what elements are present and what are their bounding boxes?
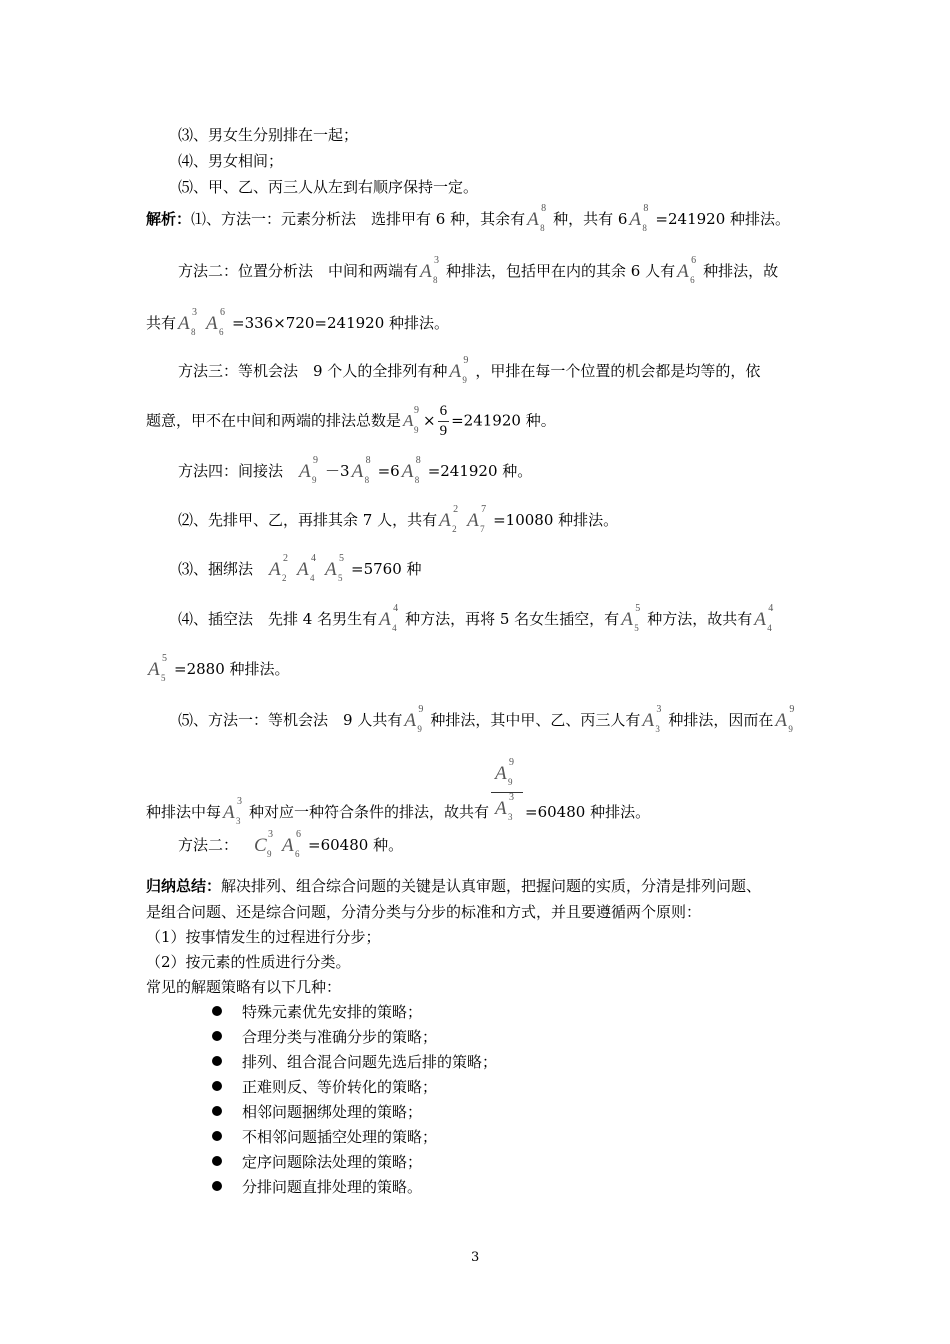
perm-A-8-8: A 8 8 — [527, 203, 547, 233]
perm-A-6-6: A 6 6 — [677, 255, 697, 285]
strategy-item: 正难则反、等价转化的策略； — [212, 1080, 437, 1095]
bullet-icon — [212, 1156, 222, 1166]
text: =60480 种排法。 — [525, 803, 651, 821]
solution-part-5-cont — [146, 757, 651, 826]
text: =6 — [377, 462, 400, 480]
solution-part-2 — [178, 504, 619, 534]
text: 种排法，包括甲在内的其余 6 人有 — [446, 262, 676, 280]
text: ⑶、捆绑法 — [178, 560, 254, 578]
text: =241920 种。 — [427, 462, 533, 480]
solution-part-4-cont — [146, 653, 290, 683]
fraction-6-over-9 — [438, 404, 450, 439]
perm-A-5-5: A 5 5 — [325, 553, 345, 583]
text: 解决排列、组合综合问题的关键是认真审题，把握问题的实质，分清是排列问题、 — [221, 877, 762, 895]
text: 方法四：间接法 — [178, 462, 284, 480]
strategy-item: 排列、组合混合问题先选后排的策略； — [212, 1055, 497, 1070]
perm-A-8-3: A 3 8 — [420, 255, 440, 285]
text: 种排法，其中甲、乙、丙三人有 — [430, 711, 641, 729]
text: ⑸、方法一：等机会法 9 人共有 — [178, 711, 403, 729]
summary-line-2: 是组合问题、还是综合问题，分清分类与分步的标准和方式，并且要遵循两个原则： — [146, 903, 702, 921]
summary-rule-2: （2）按元素的性质进行分类。 — [146, 953, 351, 971]
text: 种，共有 6 — [553, 210, 628, 228]
text: 种对应一种符合条件的排法，故共有 — [249, 803, 490, 821]
fraction-numerator: 6 — [439, 403, 448, 419]
text: =5760 种 — [351, 560, 422, 578]
fraction-denominator: 9 — [439, 423, 448, 439]
perm-A-9-9: A 9 9 — [404, 704, 424, 734]
strategy-item: 不相邻问题插空处理的策略； — [212, 1130, 437, 1145]
text: =60480 种。 — [308, 836, 404, 854]
bullet-icon — [212, 1181, 222, 1191]
solution-method-2 — [178, 255, 779, 285]
perm-A-9-9: A 9 9 — [299, 455, 319, 485]
text: =10080 种排法。 — [493, 511, 619, 529]
strategy-item: 分排问题直排处理的策略。 — [212, 1180, 422, 1195]
bullet-icon — [212, 1131, 222, 1141]
perm-A-2-2: A 2 2 — [439, 504, 459, 534]
solution-part-5-method-2 — [178, 829, 404, 859]
solution-method-3 — [178, 355, 761, 385]
perm-A-9-9: A 9 9 — [449, 355, 469, 385]
perm-A-6-6: A 6 6 — [206, 307, 226, 337]
times-sign: × — [423, 411, 436, 430]
bullet-icon — [212, 1006, 222, 1016]
perm-A-4-4: A 4 4 — [297, 553, 317, 583]
strategy-item: 特殊元素优先安排的策略； — [212, 1005, 422, 1020]
question-3: ⑶、男女生分别排在一起； — [178, 126, 359, 144]
strategy-item: 合理分类与准确分步的策略； — [212, 1030, 437, 1045]
perm-A-5-5: A 5 5 — [621, 603, 641, 633]
text: 种排法，因而在 — [668, 711, 774, 729]
perm-A-9-9: A 9 9 — [495, 757, 515, 787]
bullet-icon — [212, 1106, 222, 1116]
comb-C-9-3: C 3 9 — [254, 829, 274, 859]
text: 方法二：位置分析法 中间和两端有 — [178, 262, 419, 280]
perm-A-6-6: A 6 6 — [282, 829, 302, 859]
perm-A-8-8: A 8 8 — [401, 455, 421, 485]
question-5: ⑸、甲、乙、丙三人从左到右顺序保持一定。 — [178, 178, 479, 196]
text: 种方法，故共有 — [647, 610, 753, 628]
text: ⑵、先排甲、乙，再排其余 7 人，共有 — [178, 511, 438, 529]
solution-part-4 — [178, 603, 780, 633]
text: ⑷、插空法 先排 4 名男生有 — [178, 610, 378, 628]
text: ⑴、方法一：元素分析法 选排甲有 6 种，其余有 — [191, 210, 526, 228]
text: 方法二： — [178, 836, 239, 854]
summary-intro: 常见的解题策略有以下几种： — [146, 978, 342, 996]
summary-label: 归纳总结： — [146, 877, 222, 895]
text: 共有 — [146, 314, 177, 332]
text: =2880 种排法。 — [174, 660, 290, 678]
bullet-icon — [212, 1056, 222, 1066]
perm-A-4-4: A 4 4 — [754, 603, 774, 633]
strategy-item: 定序问题除法处理的策略； — [212, 1155, 422, 1170]
summary-rule-1: （1）按事情发生的过程进行分步； — [146, 928, 381, 946]
perm-A-4-4: A 4 4 — [379, 603, 399, 633]
perm-A-9-9: A 9 9 — [775, 704, 795, 734]
solution-method-1 — [146, 203, 791, 233]
text: =336×720=241920 种排法。 — [232, 314, 450, 332]
strategy-item: 相邻问题捆绑处理的策略； — [212, 1105, 422, 1120]
text: 种排法中每 — [146, 803, 222, 821]
perm-A-2-2: A 2 2 — [269, 553, 289, 583]
perm-A-3-3: A 3 3 — [642, 704, 662, 734]
perm-A-8-3: A 3 8 — [178, 307, 198, 337]
perm-A-9-9: A 9 9 — [403, 404, 420, 435]
fraction-A9-over-A3 — [491, 757, 523, 825]
text: 方法三：等机会法 9 个人的全排列有种 — [178, 362, 448, 380]
text: 种方法，再将 5 名女生插空，有 — [405, 610, 620, 628]
question-4: ⑷、男女相间； — [178, 152, 284, 170]
perm-A-3-3: A 3 3 — [495, 792, 515, 822]
text: 种排法，故 — [703, 262, 779, 280]
solution-part-3 — [178, 553, 422, 583]
solution-method-2-cont — [146, 307, 450, 337]
bullet-icon — [212, 1081, 222, 1091]
text: =241920 种。 — [451, 411, 556, 430]
text: 题意，甲不在中间和两端的排法总数是 — [146, 411, 402, 430]
solution-part-5 — [178, 704, 801, 734]
text: =241920 种排法。 — [655, 210, 791, 228]
perm-A-8-8: A 8 8 — [351, 455, 371, 485]
solution-label: 解析： — [146, 210, 192, 228]
page-number: 3 — [471, 1250, 480, 1265]
solution-method-3-cont — [146, 404, 556, 439]
text: －3 — [325, 462, 350, 480]
perm-A-3-3: A 3 3 — [223, 796, 243, 826]
perm-A-5-5: A 5 5 — [148, 653, 167, 683]
text: ，甲排在每一个位置的机会都是均等的，依 — [475, 362, 761, 380]
summary-line-1 — [146, 879, 761, 894]
bullet-icon — [212, 1031, 222, 1041]
solution-method-4 — [178, 455, 533, 485]
perm-A-7-7: A 7 7 — [467, 504, 487, 534]
perm-A-8-8: A 8 8 — [629, 203, 649, 233]
